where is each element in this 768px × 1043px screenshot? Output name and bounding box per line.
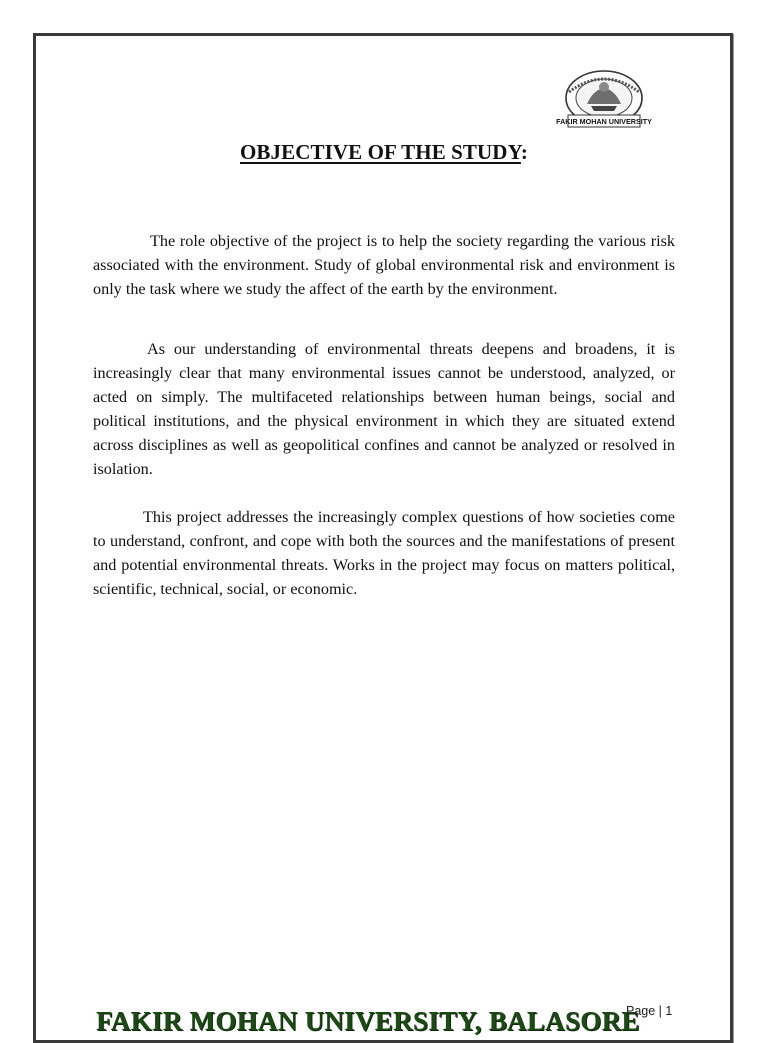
paragraph-2: As our understanding of environmental threats deepens and broadens, it is increasingly clear that many environmental issues cannot be understood, analyzed, or acted on simply. The multifaceted relationships between human beings, social and political institutions, and the physical environment in which they are situated extend across disciplines as well as geopolitical confines and cannot be analyzed or resolved in isolation. [93,340,675,478]
footer-university-name: FAKIR MOHAN UNIVERSITY, BALASORE [96,1006,640,1036]
university-logo [556,70,652,130]
paragraph-1: The role objective of the project is to help the society regarding the various risk associated with the environment. Study of global environmental risk and environment is only the task where we study the affect of the earth by the environment. [93,232,675,298]
page-title-text: OBJECTIVE OF THE STUDY [239,140,521,164]
paragraph-3: This project addresses the increasingly complex questions of how societies come to understand, confront, and cope with both the sources and the manifestations of present and potential environmental threats. Works in the project may focus on matters political, scientific, technical, social, or economic. [93,508,675,598]
page-number: Page | 1 [626,1004,673,1018]
svg-text:FAKIR MOHAN UNIVERSITY: FAKIR MOHAN UNIVERSITY [556,117,652,126]
page-title-colon: : [520,140,528,164]
page-title [0,140,768,165]
